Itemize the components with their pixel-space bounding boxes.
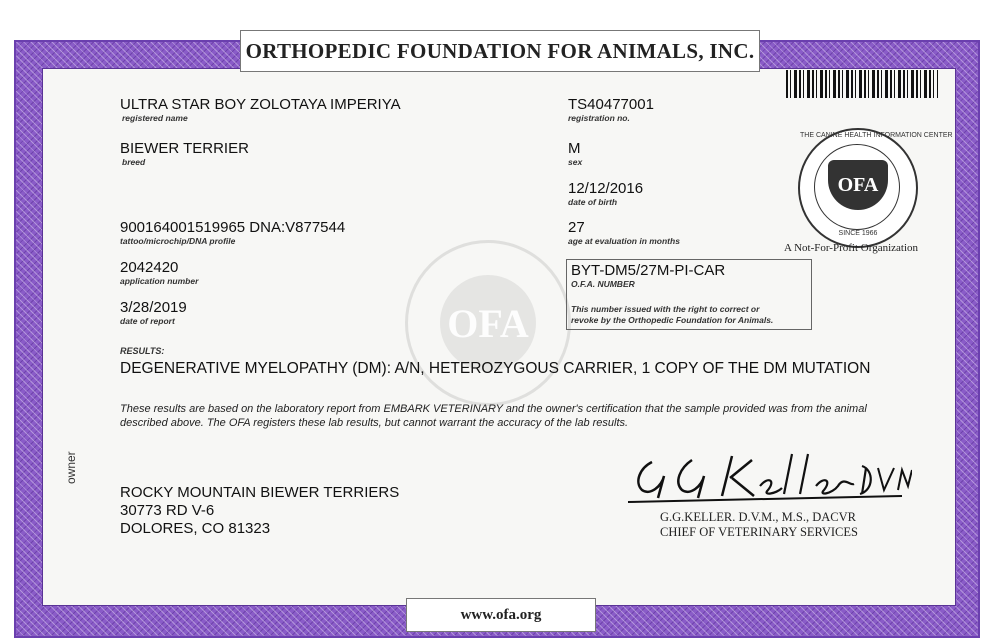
ofa-watermark (405, 240, 571, 406)
age-field (568, 219, 680, 247)
registration-value: TS40477001 (568, 96, 654, 113)
ofa-number-value: BYT-DM5/27M-PI-CAR (571, 262, 726, 279)
signatory-title: CHIEF OF VETERINARY SERVICES (660, 525, 858, 539)
registered-name-value: ULTRA STAR BOY ZOLOTAYA IMPERIYA (120, 96, 401, 113)
sex-field (568, 140, 582, 168)
breed-label: breed (122, 157, 146, 167)
seal-logo: OFA (837, 173, 879, 196)
breed-field (120, 140, 249, 168)
footer-banner (406, 598, 596, 632)
dob-field (568, 180, 643, 208)
age-value: 27 (568, 219, 585, 236)
dob-value: 12/12/2016 (568, 180, 644, 197)
ofa-number-field (571, 262, 725, 290)
dob-label: date of birth (568, 197, 618, 207)
header-banner (240, 30, 760, 72)
owner-address-line2: DOLORES, CO 81323 (120, 520, 271, 537)
signatory-name: G.G.KELLER. D.V.M., M.S., DACVR (660, 510, 856, 524)
ofa-seal (798, 128, 953, 248)
application-value: 2042420 (120, 259, 179, 276)
tattoo-label: tattoo/microchip/DNA profile (120, 236, 236, 246)
website-link[interactable]: www.ofa.org (460, 606, 542, 623)
ofa-note-line2: revoke by the Orthopedic Foundation for Animals. (571, 315, 774, 325)
breed-value: BIEWER TERRIER (120, 140, 249, 157)
report-date-value: 3/28/2019 (120, 299, 187, 316)
signature-image (622, 446, 912, 510)
results-disclaimer: These results are based on the laboratory report from EMBARK VETERINARY and the owner's certification that the sample provided was from the animal described above. The OFA registers these lab results, but cannot warrant the accuracy of the lab results. (120, 403, 867, 429)
tattoo-field (120, 219, 345, 247)
report-date-label: date of report (120, 316, 175, 326)
nonprofit-tagline: A Not-For-Profit Organization (784, 242, 919, 254)
owner-name: ROCKY MOUNTAIN BIEWER TERRIERS (120, 484, 400, 501)
registered-name-field (120, 96, 401, 124)
seal-text-bottom: SINCE 1966 (838, 230, 878, 237)
ofa-number-note (571, 304, 773, 326)
barcode (786, 70, 938, 98)
watermark-logo: OFA (440, 275, 536, 371)
organization-title: ORTHOPEDIC FOUNDATION FOR ANIMALS, INC. (245, 38, 755, 63)
results-text: DEGENERATIVE MYELOPATHY (DM): A/N, HETEROZYGOUS CARRIER, 1 COPY OF THE DM MUTATION (120, 360, 871, 377)
owner-address (120, 484, 399, 538)
owner-address-line1: 30773 RD V-6 (120, 502, 215, 519)
report-date-field (120, 299, 187, 327)
ofa-number-label: O.F.A. NUMBER (571, 279, 635, 289)
age-label: age at evaluation in months (568, 236, 680, 246)
application-field (120, 259, 198, 287)
tattoo-value: 900164001519965 DNA:V877544 (120, 219, 346, 236)
results-label: RESULTS: (120, 346, 165, 356)
ofa-note-line1: This number issued with the right to correct or (571, 304, 760, 314)
application-label: application number (120, 276, 199, 286)
registration-label: registration no. (568, 113, 630, 123)
registered-name-label: registered name (122, 113, 188, 123)
signatory-block (660, 510, 858, 540)
registration-field (568, 96, 654, 124)
seal-text-top: THE CANINE HEALTH INFORMATION CENTER (800, 132, 953, 139)
sex-label: sex (568, 157, 583, 167)
sex-value: M (568, 140, 581, 157)
owner-label: owner (64, 451, 78, 484)
